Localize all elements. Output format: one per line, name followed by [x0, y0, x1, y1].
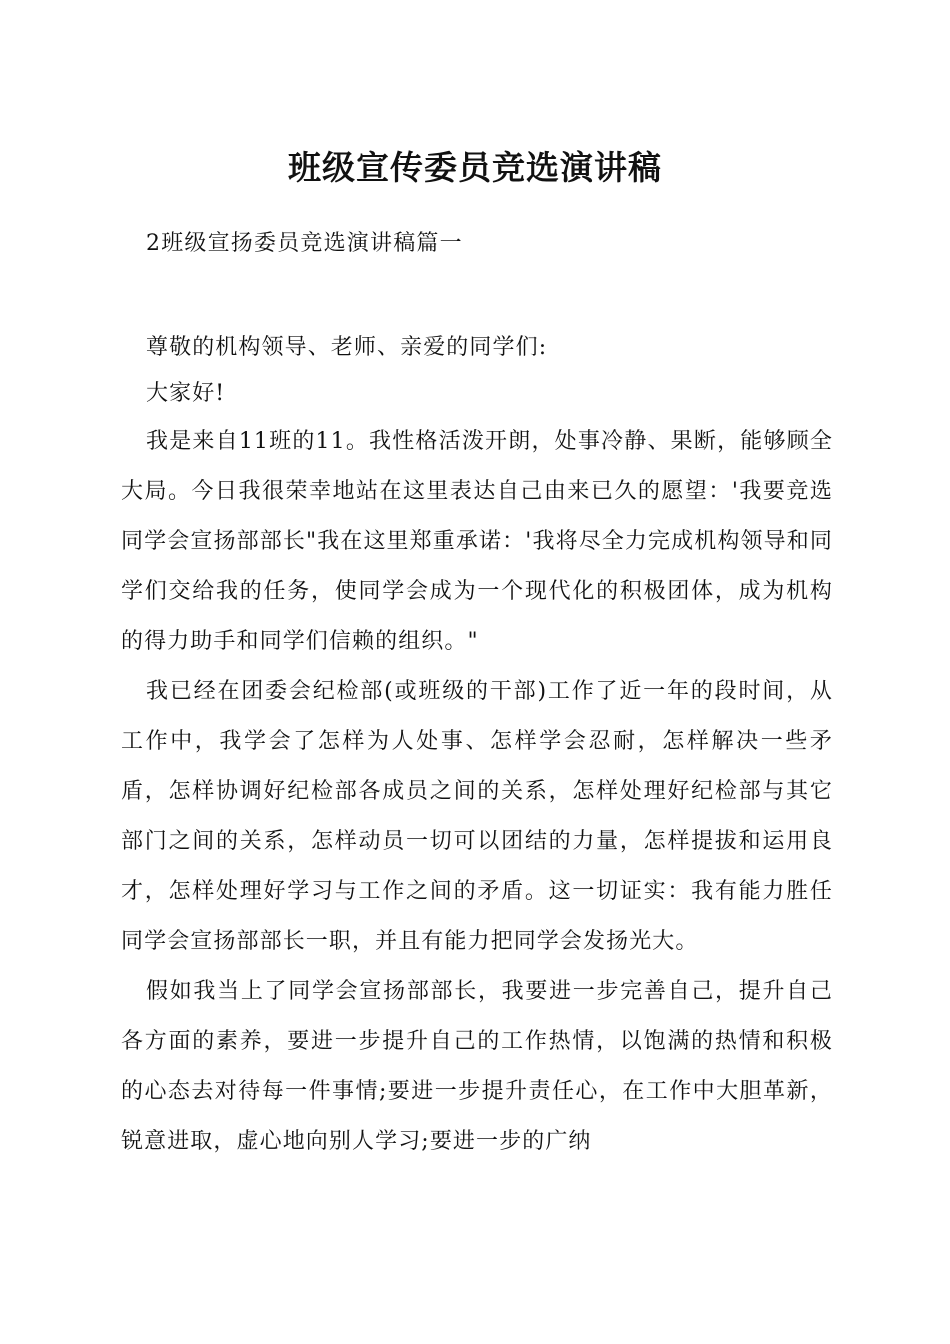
greeting: 大家好! — [146, 381, 226, 406]
paragraph-plans: 假如我当上了同学会宣扬部部长，我要进一步完善自己，提升自己各方面的素养，要进一步提升自己的工作热情，以饱满的热情和积极的心态去对待每一件事情;要进一步提升责任心，在工作中大胆革新，锐意进取，虚心地向别人学习;要进一步的广纳 — [121, 979, 833, 1154]
document-subtitle: 2班级宣扬委员竞选演讲稿篇一 — [146, 231, 463, 256]
document-body — [121, 325, 833, 1167]
paragraph-experience: 我已经在团委会纪检部(或班级的干部)工作了近一年的段时间，从工作中，我学会了怎样为人处事、怎样学会忍耐，怎样解决一些矛盾，怎样协调好纪检部各成员之间的关系，怎样处理好纪检部与其它部门之间的关系，怎样动员一切可以团结的力量，怎样提拔和运用良才，怎样处理好学习与工作之间的矛盾。这一切证实：我有能力胜任同学会宣扬部部长一职，并且有能力把同学会发扬光大。 — [121, 679, 833, 954]
paragraph-introduction: 我是来自11班的11。我性格活泼开朗，处事冷静、果断，能够顾全大局。今日我很荣幸地站在这里表达自己由来已久的愿望：'我要竞选同学会宣扬部部长"我在这里郑重承诺：'我将尽全力完成机构领导和同学们交给我的任务，使同学会成为一个现代化的积极团体，成为机构的得力助手和同学们信赖的组织。" — [121, 429, 833, 654]
salutation: 尊敬的机构领导、老师、亲爱的同学们: — [146, 335, 548, 360]
document-title: 班级宣传委员竞选演讲稿 — [288, 148, 662, 187]
